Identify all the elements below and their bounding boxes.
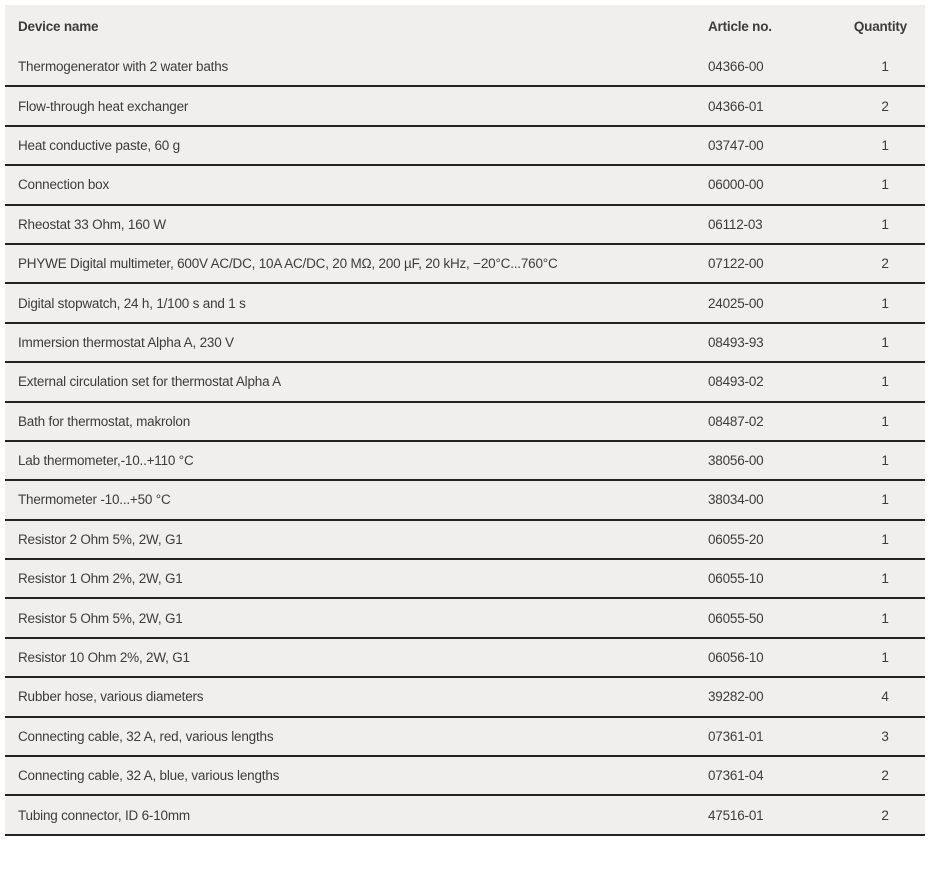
article-no-cell: 06000-00 — [708, 177, 764, 193]
article-no-cell: 07122-00 — [708, 256, 764, 272]
table-header — [5, 5, 925, 47]
table-row — [5, 441, 925, 480]
quantity-cell: 1 — [881, 177, 889, 193]
quantity-cell: 1 — [881, 453, 889, 469]
table-row — [5, 323, 925, 362]
device-name-cell: Flow-through heat exchanger — [18, 98, 189, 114]
quantity-cell: 1 — [881, 413, 889, 429]
quantity-cell: 1 — [881, 571, 889, 587]
article-no-cell: 38034-00 — [708, 492, 764, 508]
equipment-table — [5, 5, 925, 836]
quantity-cell: 3 — [881, 728, 889, 744]
article-no-cell: 06056-10 — [708, 650, 764, 666]
quantity-cell: 1 — [881, 295, 889, 311]
device-name-cell: Rubber hose, various diameters — [18, 689, 204, 705]
table-row — [5, 205, 925, 244]
equipment-list — [5, 5, 925, 836]
quantity-cell: 1 — [881, 374, 889, 390]
table-row — [5, 520, 925, 559]
column-header-device-name: Device name — [18, 18, 99, 34]
article-no-cell: 06055-10 — [708, 571, 764, 587]
device-name-cell: Resistor 2 Ohm 5%, 2W, G1 — [18, 531, 183, 547]
device-name-cell: Resistor 10 Ohm 2%, 2W, G1 — [18, 650, 190, 666]
quantity-cell: 1 — [881, 492, 889, 508]
article-no-cell: 47516-01 — [708, 807, 764, 823]
quantity-cell: 1 — [881, 58, 889, 74]
device-name-cell: Rheostat 33 Ohm, 160 W — [18, 216, 166, 232]
quantity-cell: 1 — [881, 216, 889, 232]
table-row — [5, 283, 925, 322]
device-name-cell: Resistor 5 Ohm 5%, 2W, G1 — [18, 610, 183, 626]
table-row — [5, 717, 925, 756]
table-row — [5, 480, 925, 519]
device-name-cell: Digital stopwatch, 24 h, 1/100 s and 1 s — [18, 295, 246, 311]
article-no-cell: 03747-00 — [708, 137, 764, 153]
table-row — [5, 362, 925, 401]
device-name-cell: PHYWE Digital multimeter, 600V AC/DC, 10A AC/DC, 20 MΩ, 200 µF, 20 kHz, −20°C...760°C — [18, 256, 558, 272]
article-no-cell: 06112-03 — [708, 216, 763, 232]
quantity-cell: 2 — [881, 98, 889, 114]
article-no-cell: 39282-00 — [708, 689, 764, 705]
device-name-cell: External circulation set for thermostat Alpha A — [18, 374, 281, 390]
device-name-cell: Connecting cable, 32 A, blue, various lengths — [18, 768, 280, 784]
table-row — [5, 244, 925, 283]
quantity-cell: 1 — [881, 650, 889, 666]
device-name-cell: Immersion thermostat Alpha A, 230 V — [18, 334, 234, 350]
device-name-cell: Resistor 1 Ohm 2%, 2W, G1 — [18, 571, 183, 587]
article-no-cell: 07361-01 — [708, 728, 764, 744]
device-name-cell: Tubing connector, ID 6-10mm — [18, 807, 190, 823]
table-row — [5, 402, 925, 441]
device-name-cell: Thermometer -10...+50 °C — [18, 492, 171, 508]
article-no-cell: 24025-00 — [708, 295, 764, 311]
article-no-cell: 38056-00 — [708, 453, 764, 469]
table-row — [5, 677, 925, 716]
header-row — [5, 5, 925, 47]
device-name-cell: Connection box — [18, 177, 110, 193]
table-row — [5, 638, 925, 677]
device-name-cell: Thermogenerator with 2 water baths — [18, 58, 229, 74]
column-header-article-no: Article no. — [708, 18, 772, 34]
quantity-cell: 2 — [881, 768, 889, 784]
quantity-cell: 1 — [881, 137, 889, 153]
device-name-cell: Connecting cable, 32 A, red, various lengths — [18, 728, 274, 744]
quantity-cell: 2 — [881, 256, 889, 272]
table-row — [5, 86, 925, 125]
table-row — [5, 47, 925, 86]
article-no-cell: 04366-01 — [708, 98, 764, 114]
article-no-cell: 07361-04 — [708, 768, 764, 784]
article-no-cell: 06055-50 — [708, 610, 764, 626]
quantity-cell: 2 — [881, 807, 889, 823]
table-row — [5, 559, 925, 598]
table-row — [5, 126, 925, 165]
article-no-cell: 04366-00 — [708, 58, 764, 74]
table-row — [5, 598, 925, 637]
article-no-cell: 08493-02 — [708, 374, 764, 390]
device-name-cell: Lab thermometer,-10..+110 °C — [18, 453, 194, 469]
table-body — [5, 47, 925, 835]
device-name-cell: Heat conductive paste, 60 g — [18, 137, 180, 153]
table-row — [5, 795, 925, 834]
quantity-cell: 4 — [881, 689, 889, 705]
quantity-cell: 1 — [881, 334, 889, 350]
quantity-cell: 1 — [881, 610, 889, 626]
table-row — [5, 165, 925, 204]
article-no-cell: 08493-93 — [708, 334, 764, 350]
article-no-cell: 08487-02 — [708, 413, 764, 429]
column-header-quantity: Quantity — [853, 18, 907, 34]
device-name-cell: Bath for thermostat, makrolon — [18, 413, 191, 429]
quantity-cell: 1 — [881, 531, 889, 547]
article-no-cell: 06055-20 — [708, 531, 764, 547]
table-row — [5, 756, 925, 795]
